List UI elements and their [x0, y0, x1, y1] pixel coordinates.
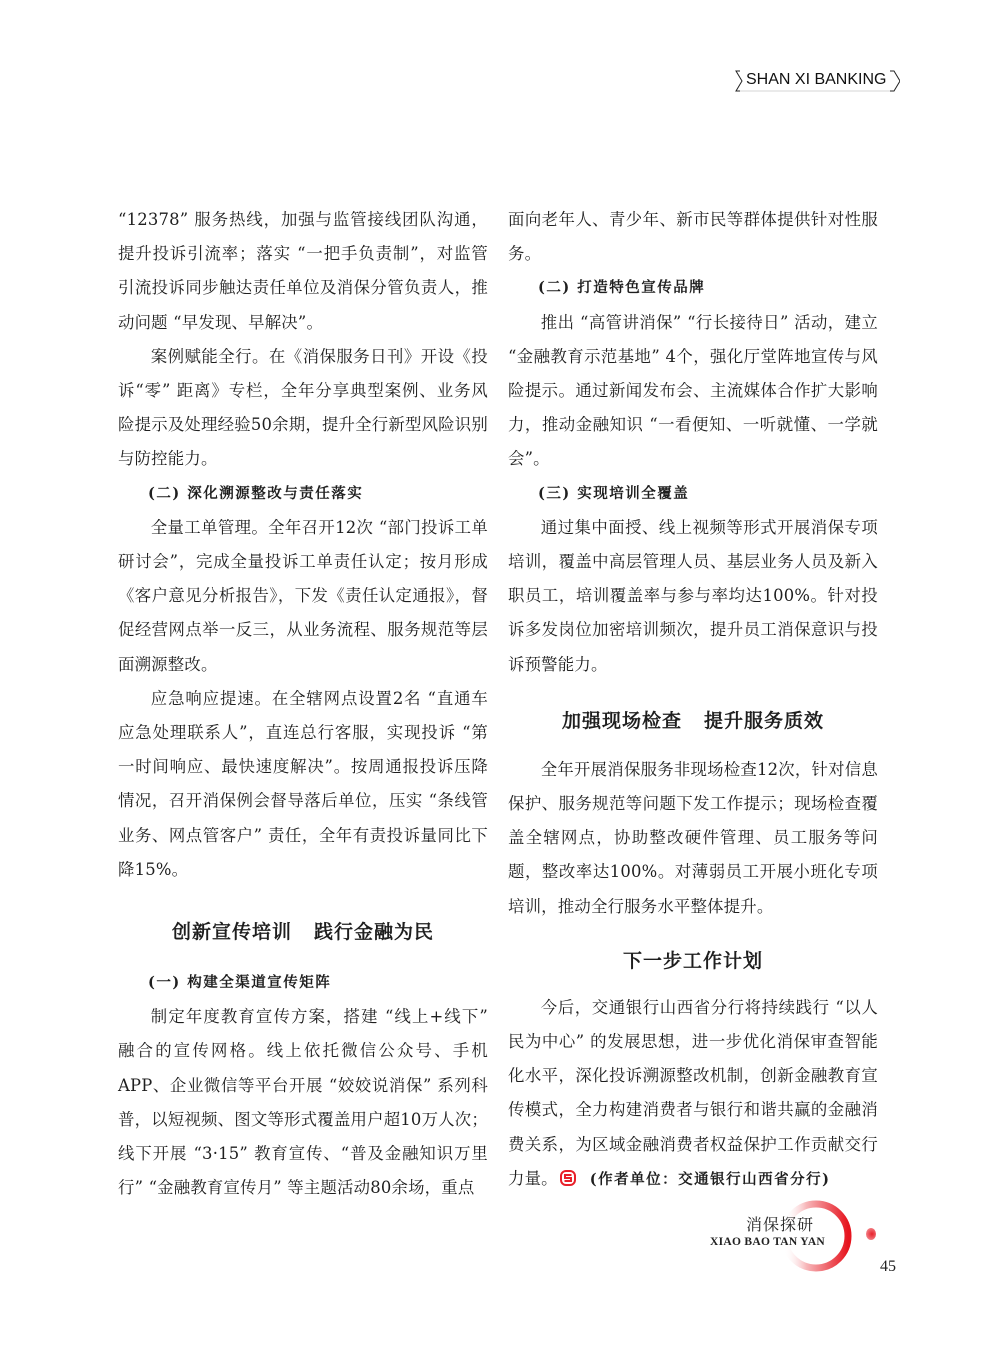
paragraph: 制定年度教育宣传方案，搭建 “线上+线下” 融合的宣传网格。线上依托微信公众号、手机APP、企业微信等平台开展 “姣姣说消保” 系列科普，以短视频、图文等形式覆盖用户超10万人次；线下开展 “3·15” 教育宣传、“普及金融知识万里行” “金融教育宣传月” 等主题活动80余场，重点	[118, 1007, 488, 1198]
section-heading	[118, 917, 488, 944]
subheading: (二) 深化溯源整改与责任落实	[148, 484, 364, 502]
column-name-en: XIAO BAO TAN YAN	[710, 1236, 826, 1248]
paragraph: 全量工单管理。全年召开12次 “部门投诉工单研讨会”，完成全量投诉工单责任认定；按月形成《客户意见分析报告》，下发《责任认定通报》，督促经营网点举一反三，从业务流程、服务规范等层面溯源整改。	[118, 517, 488, 674]
decorative-dot-icon	[866, 1228, 876, 1240]
section-heading-part: 加强现场检查	[561, 709, 682, 732]
paragraph: “12378” 服务热线，加强与监管接线团队沟通，提升投诉引流率；落实 “一把手负责制”，对监管引流投诉同步触达责任单位及消保分管负责人，推动问题 “早发现、早解决”。	[118, 210, 488, 332]
paragraph	[508, 991, 878, 1197]
section-heading-part: 践行金融为民	[314, 921, 435, 944]
bank-logo-icon	[560, 1170, 576, 1186]
paragraph: 通过集中面授、线上视频等形式开展消保专项培训，覆盖中高层管理人员、基层业务人员及新入职员工，培训覆盖率与参与率均达100%。针对投诉多发岗位加密培训频次，提升员工消保意识与投诉预警能力。	[508, 517, 878, 674]
journal-header-tag	[734, 70, 900, 92]
subheading: (一) 构建全渠道宣传矩阵	[148, 974, 332, 992]
paragraph: 推出 “高管讲消保” “行长接待日” 活动，建立 “金融教育示范基地” 4个，强化厅堂阵地宣传与风险提示。通过新闻发布会、主流媒体合作扩大影响力，推动金融知识 “一看便知、一听就懂、一学就会”。	[508, 312, 878, 469]
page-footer	[700, 1190, 920, 1290]
subheading: (二) 打造特色宣传品牌	[538, 279, 706, 297]
section-heading-part: 提升服务质效	[704, 709, 825, 732]
paragraph: 案例赋能全行。在《消保服务日刊》开设《投诉“零” 距离》专栏，全年分享典型案例、业务风险提示及处理经验50余期，提升全行新型风险识别与防控能力。	[118, 346, 488, 469]
right-column	[508, 203, 878, 1197]
section-heading-part: 创新宣传培训	[171, 921, 292, 944]
closing-text: 今后，交通银行山西省分行将持续践行 “以人民为中心” 的发展思想，进一步优化消保审查智能化水平，深化投诉溯源整改机制，创新金融教育宣传模式，全力构建消费者与银行和谐共赢的金融消费关系，为区域金融消费者权益保护工作贡献交行力量。	[508, 997, 878, 1188]
paragraph: 全年开展消保服务非现场检查12次，针对信息保护、服务规范等问题下发工作提示；现场检查覆盖全辖网点，协助整改硬件管理、员工服务等问题，整改率达100%。对薄弱员工开展小班化专项培训，推动全行服务水平整体提升。	[508, 759, 878, 916]
section-heading: 下一步工作计划	[622, 949, 763, 972]
header-title: SHAN XI BANKING	[746, 71, 887, 88]
paragraph: 应急响应提速。在全辖网点设置2名 “直通车应急处理联系人”，直连总行客服，实现投诉 “第一时间响应、最快速度解决”。按周通报投诉压降情况，召开消保例会督导落后单位，压实 “条线管业务、网点管客户” 责任，全年有责投诉量同比下降15%。	[118, 688, 488, 879]
page-number: 45	[880, 1258, 896, 1275]
column-name-cn: 消保探研	[746, 1215, 815, 1234]
author-affiliation: (作者单位：交通银行山西省分行)	[589, 1170, 831, 1188]
left-column	[118, 203, 488, 1205]
section-heading	[508, 706, 878, 733]
subheading: (三) 实现培训全覆盖	[538, 484, 690, 502]
paragraph: 面向老年人、青少年、新市民等群体提供针对性服务。	[508, 210, 878, 264]
